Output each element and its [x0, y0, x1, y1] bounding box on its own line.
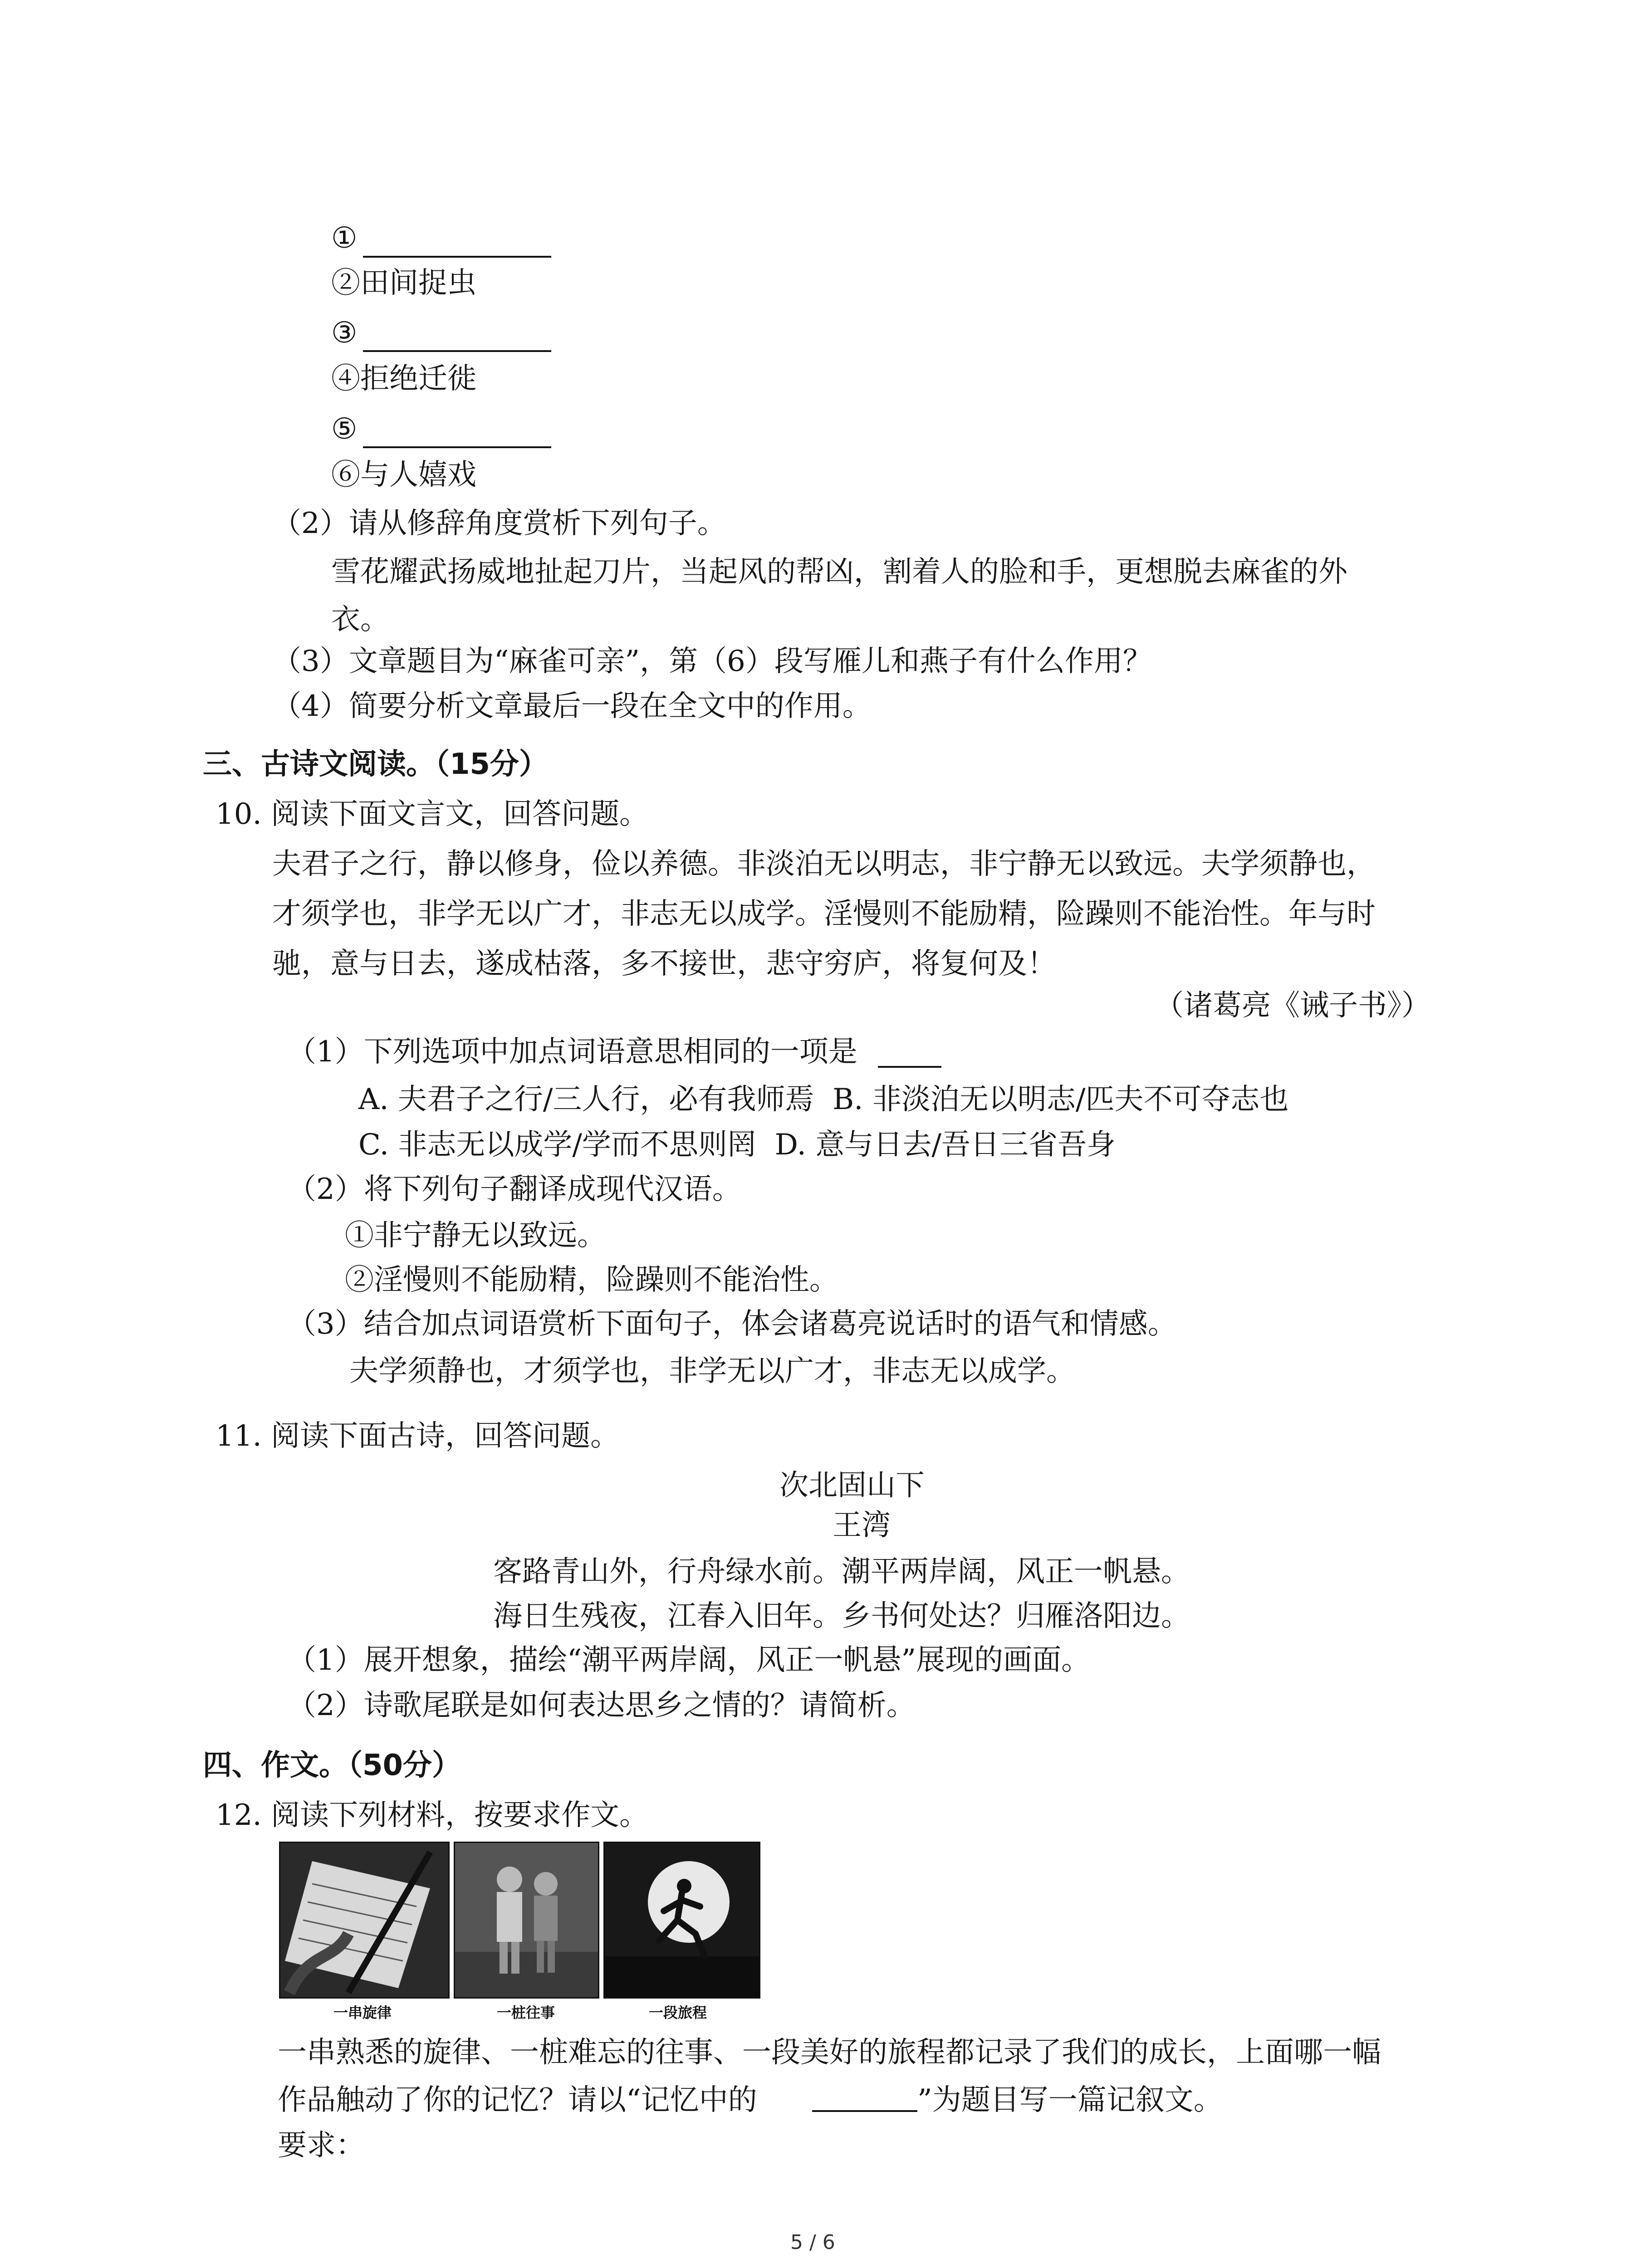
q9-sub2-quote-line2: 衣。 — [331, 603, 389, 636]
melody-photo — [279, 1842, 450, 1999]
q12-material-line1: 一串熟悉的旋律、一桩难忘的往事、一段美好的旅程都记录了我们的成长，上面哪一幅 — [278, 2036, 1381, 2069]
poem-line-2: 海日生残夜，江春入旧年。乡书何处达？归雁洛阳边。 — [493, 1599, 1190, 1633]
q9-sub2-prompt: （2）请从修辞角度赏析下列句子。 — [272, 507, 726, 540]
poem-title: 次北固山下 — [779, 1469, 925, 1502]
q10-sub1: （1）下列选项中加点词语意思相同的一项是 — [287, 1035, 857, 1069]
image-label-journey: 一段旅程 — [649, 2004, 707, 2021]
image-label-melody: 一串旋律 — [333, 2004, 392, 2021]
q10-sub3-quote: 夫学须静也，才须学也，非学无以广才，非志无以成学。 — [349, 1354, 1075, 1388]
list-item-5: ⑤ — [331, 412, 358, 446]
answer-blank-3[interactable] — [363, 350, 551, 352]
list-item-2: ②田间捉虫 — [331, 266, 476, 300]
q10-source: （诸葛亮《诫子书》） — [1155, 989, 1430, 1022]
list-item-1: ① — [331, 221, 358, 255]
poem-line-1: 客路青山外，行舟绿水前。潮平两岸阔，风正一帆悬。 — [493, 1555, 1190, 1589]
section-4-title: 四、作文。（50分） — [203, 1749, 461, 1782]
essay-title-blank[interactable] — [812, 2110, 917, 2112]
q12-material-line2a: 作品触动了你的记忆？请以“记忆中的 — [278, 2083, 757, 2117]
page-number: 5 / 6 — [790, 2231, 835, 2254]
two-children-icon — [455, 1843, 598, 1997]
image-label-past-event: 一桩往事 — [497, 2004, 555, 2021]
q9-sub3: （3）文章题目为“麻雀可亲”，第（6）段写雁儿和燕子有什么作用？ — [272, 645, 1152, 678]
q10-options-ab: A. 夫君子之行/三人行，必有我师焉 B. 非淡泊无以明志/匹夫不可夺志也 — [358, 1083, 1289, 1116]
list-item-3: ③ — [331, 316, 358, 350]
running-silhouette-icon — [605, 1843, 759, 1997]
sheet-music-icon — [280, 1843, 448, 1997]
q12-material-line2b: ”为题目写一篇记叙文。 — [917, 2083, 1223, 2117]
q10-sub1-answer-blank[interactable] — [878, 1066, 941, 1068]
list-item-4: ④拒绝迁徙 — [331, 362, 476, 396]
q10-sub2: （2）将下列句子翻译成现代汉语。 — [287, 1173, 741, 1206]
section-3-title: 三、古诗文阅读。（15分） — [203, 748, 549, 781]
q11-prompt: 11. 阅读下面古诗，回答问题。 — [216, 1419, 620, 1453]
q10-sub2-item2: ②淫慢则不能励精，险躁则不能治性。 — [345, 1263, 838, 1297]
q10-passage-line3: 驰，意与日去，遂成枯落，多不接世，悲守穷庐，将复何及！ — [272, 947, 1056, 981]
q11-sub1: （1）展开想象，描绘“潮平两岸阔，风正一帆悬”展现的画面。 — [287, 1643, 1091, 1677]
q10-options-cd: C. 非志无以成学/学而不思则罔 D. 意与日去/吾日三省吾身 — [358, 1128, 1116, 1162]
q10-passage-line2: 才须学也，非学无以广才，非志无以成学。淫慢则不能励精，险躁则不能治性。年与时 — [272, 897, 1376, 931]
q10-sub3: （3）结合加点词语赏析下面句子，体会诸葛亮说话时的语气和情感。 — [287, 1307, 1177, 1341]
requirements-label: 要求： — [278, 2129, 365, 2162]
past-event-photo — [454, 1842, 599, 1999]
q10-sub2-item1: ①非宁静无以致远。 — [345, 1219, 606, 1252]
journey-photo — [603, 1842, 760, 1999]
q9-sub2-quote-line1: 雪花耀武扬威地扯起刀片，当起风的帮凶，割着人的脸和手，更想脱去麻雀的外 — [331, 555, 1347, 589]
q11-sub2: （2）诗歌尾联是如何表达思乡之情的？请简析。 — [287, 1689, 916, 1722]
q12-prompt: 12. 阅读下列材料，按要求作文。 — [216, 1799, 649, 1832]
q10-passage-line1: 夫君子之行，静以修身，俭以养德。非淡泊无以明志，非宁静无以致远。夫学须静也， — [272, 847, 1376, 881]
q10-prompt: 10. 阅读下面文言文，回答问题。 — [216, 797, 649, 831]
answer-blank-1[interactable] — [363, 256, 551, 258]
answer-blank-5[interactable] — [363, 446, 551, 448]
list-item-6: ⑥与人嬉戏 — [331, 458, 476, 492]
q9-sub4: （4）简要分析文章最后一段在全文中的作用。 — [272, 689, 872, 723]
poem-author: 王湾 — [833, 1509, 891, 1542]
